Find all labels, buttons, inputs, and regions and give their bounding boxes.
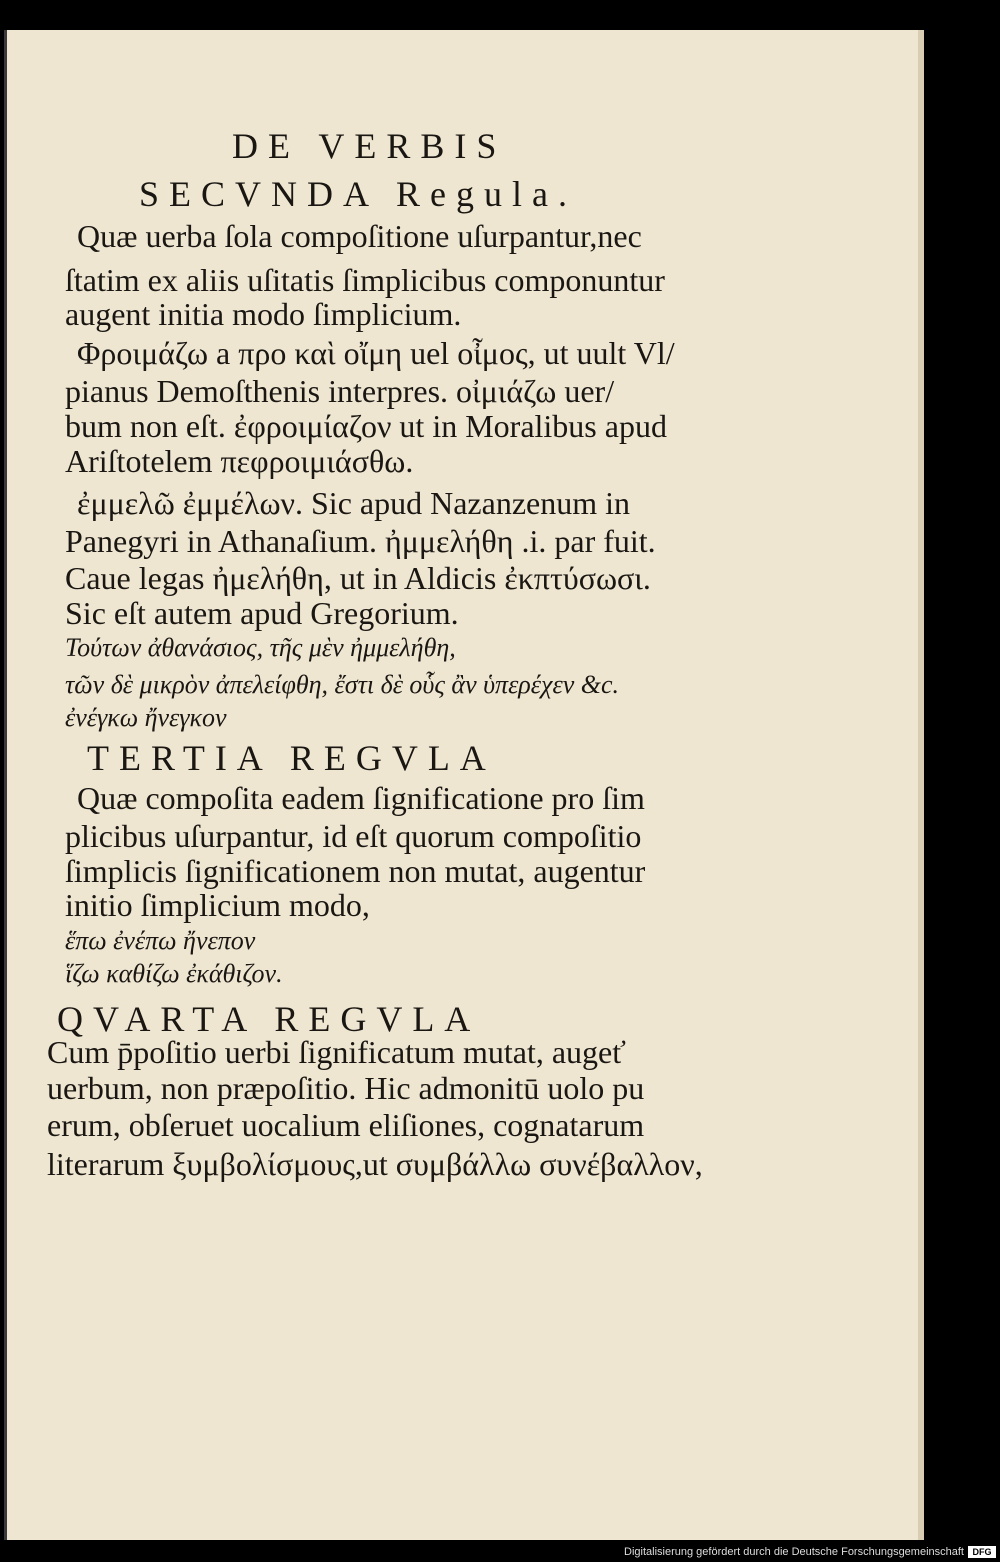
text-line: plicibus uſurpantur, id eſt quorum compoſitio [65,818,642,854]
text-line: Caue legas ἠμελήθη, ut in Aldicis ἐκπτύσωσι. [65,560,651,596]
text-line: τῶν δὲ μικρὸν ἀπελείφθη, ἔστι δὲ οὗς ἂν ὑπερέχεν &c. [65,670,620,699]
text-line: ſtatim ex aliis uſitatis ſimplicibus componuntur [65,262,665,298]
dfg-logo: DFG [968,1546,996,1558]
text-line: Ariſtotelem πεφροιμιάσθω. [65,443,414,479]
text-line: erum, obſeruet uocalium eliſiones, cognatarum [47,1107,645,1143]
heading-line: QVARTA REGVLA [57,999,481,1039]
footer-bar [0,1544,1000,1562]
heading-line: DE VERBIS [232,126,507,166]
text-line: ἐμμελῶ ἐμμέλων. Sic apud Nazanzenum in [77,485,630,521]
text-line: pianus Demoſthenis interpres. οἰμιάζω uer/ [65,373,615,409]
text-line: Sic eſt autem apud Gregorium. [65,595,459,631]
footer-credit: Digitalisierung gefördert durch die Deutsche Forschungsgemeinschaft [624,1546,964,1558]
text-line: augent initia modo ſimplicium. [65,296,462,332]
text-line: Φροιμάζω a προ καὶ οἴμη uel οἶμος, ut uult Vl/ [77,335,675,371]
text-line: Quæ uerba ſola compoſitione uſurpantur,nec [77,218,642,254]
text-line: ἕπω ἐνέπω ἤνεπον [65,926,256,955]
heading-line: TERTIA REGVLA [87,738,496,778]
text-line: ἵζω καθίζω ἐκάθιζον. [65,959,283,988]
text-line: Cum p̄poſitio uerbi ſignificatum mutat, augeť [47,1034,626,1070]
text-line: uerbum, non præpoſitio. Hic admonitū uolo pu [47,1070,645,1106]
text-line: Τούτων ἀθανάσιος, τῆς μὲν ἠμμελήθη, [65,633,456,662]
book-page [4,30,924,1540]
text-line: bum non eſt. ἐφροιμίαζον ut in Moralibus apud [65,408,667,444]
text-line: ἐνέγκω ἤνεγκον [65,703,227,732]
text-line: ſimplicis ſignificationem non mutat, augentur [65,853,646,889]
heading-line: SECVNDA Regula. [139,174,577,214]
text-line: Panegyri in Athanaſium. ἠμμελήθη .i. par fuit. [65,523,656,559]
page-edge [918,30,924,1540]
text-line: literarum ξυμβολίσμους,ut συμβάλλω συνέβαλλον, [47,1146,703,1182]
text-line: initio ſimplicium modo, [65,887,370,923]
text-line: Quæ compoſita eadem ſignificatione pro ſim [77,780,645,816]
